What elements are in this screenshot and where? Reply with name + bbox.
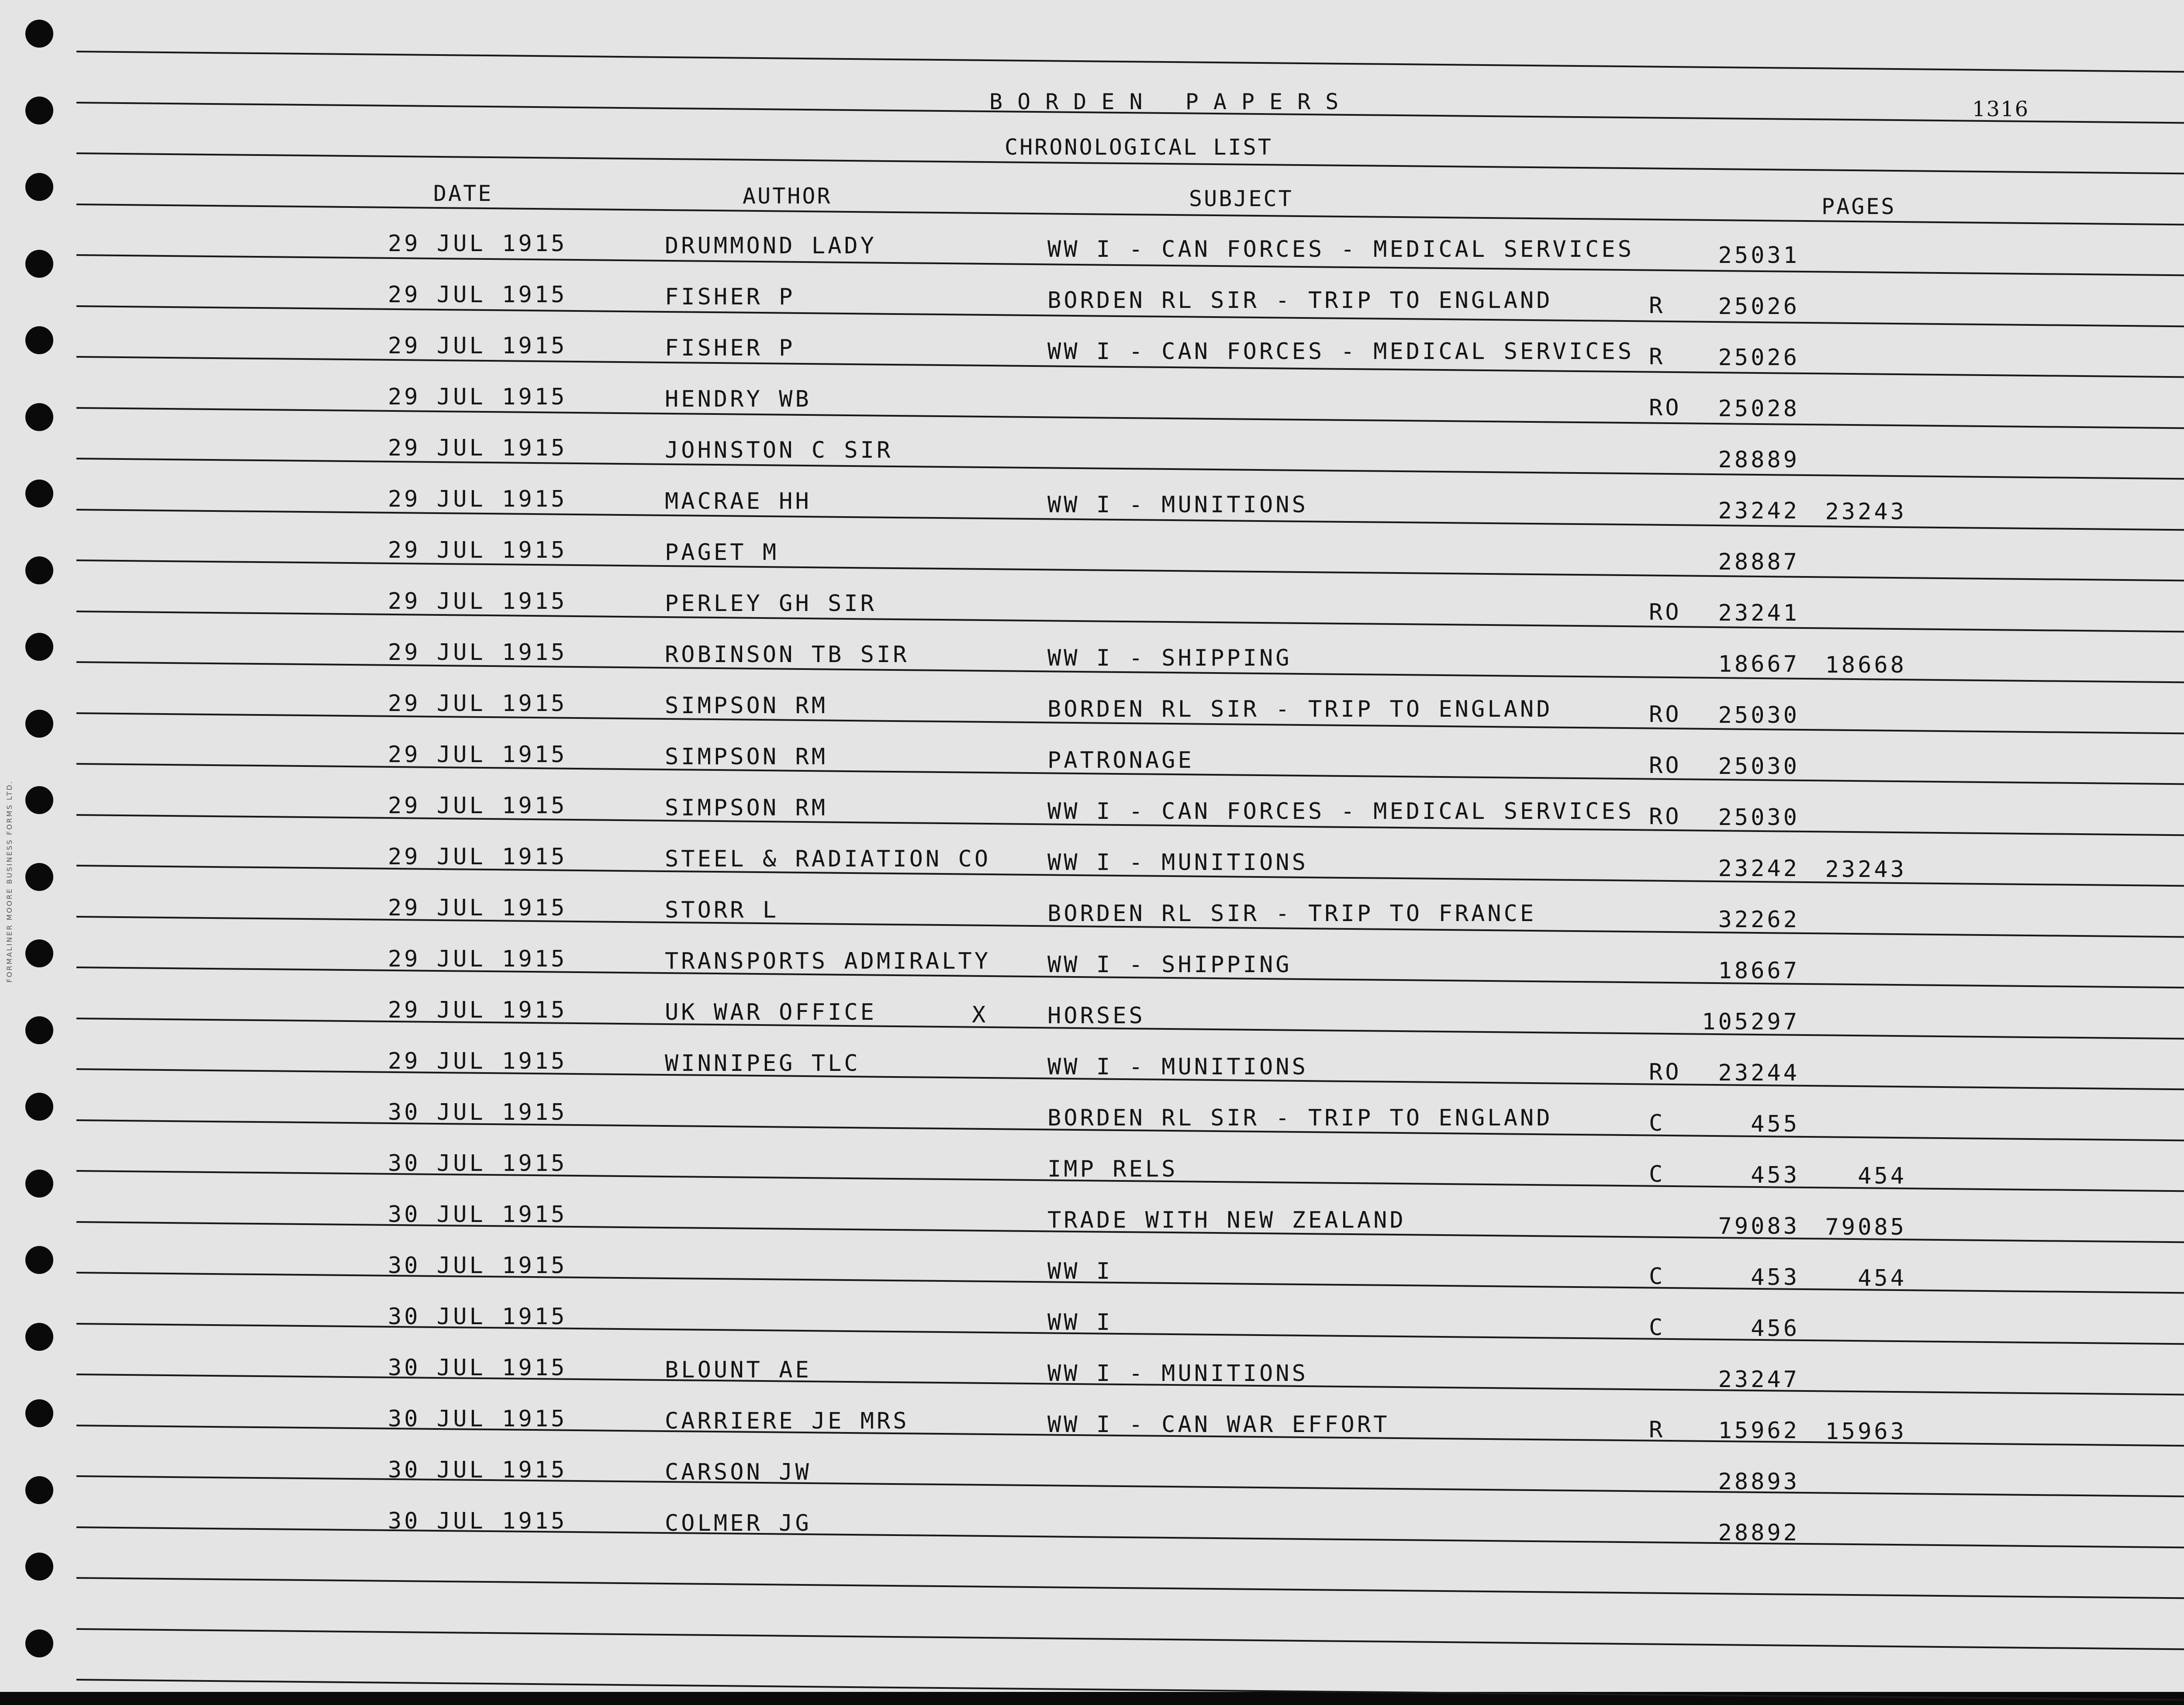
row-date: 30 JUL 1915 [388, 1508, 567, 1534]
row-subject: WW I - CAN FORCES - MEDICAL SERVICES [1047, 338, 1635, 365]
row-page-1: 453 [1751, 1264, 1800, 1291]
row-author: WINNIPEG TLC [665, 1050, 860, 1077]
row-page-1: 453 [1751, 1162, 1800, 1188]
feed-hole [25, 403, 53, 431]
row-page-2: 15963 [1825, 1419, 1907, 1445]
column-header-date: DATE [433, 181, 493, 206]
row-page-2: 454 [1858, 1265, 1907, 1292]
row-page-1: 25026 [1718, 344, 1800, 371]
row-date: 29 JUL 1915 [388, 793, 567, 819]
row-date: 30 JUL 1915 [388, 1355, 567, 1381]
row-subject: WW I - MUNITIONS [1047, 491, 1308, 518]
row-page-1: 25030 [1718, 753, 1800, 780]
row-date: 30 JUL 1915 [388, 1253, 567, 1279]
row-page-1: 25026 [1718, 293, 1800, 320]
row-page-1: 23242 [1718, 855, 1800, 882]
row-date: 29 JUL 1915 [388, 588, 567, 614]
row-page-1: 23242 [1718, 497, 1800, 524]
row-page-1: 32262 [1718, 906, 1800, 933]
feed-hole [25, 326, 53, 354]
row-date: 30 JUL 1915 [388, 1099, 567, 1125]
row-page-2: 18668 [1825, 652, 1907, 679]
row-subject: WW I - SHIPPING [1047, 645, 1292, 671]
row-code: RO [1649, 599, 1682, 625]
feed-hole [25, 1323, 53, 1351]
row-page-2: 23243 [1825, 499, 1907, 525]
row-code: RO [1649, 701, 1682, 728]
row-date: 29 JUL 1915 [388, 231, 567, 257]
row-subject: IMP RELS [1047, 1156, 1178, 1182]
row-subject: BORDEN RL SIR - TRIP TO ENGLAND [1047, 1104, 1553, 1131]
row-author: SIMPSON RM [665, 744, 828, 770]
row-page-1: 28889 [1718, 446, 1800, 473]
row-author: CARSON JW [665, 1459, 812, 1486]
row-page-1: 25030 [1718, 804, 1800, 831]
row-author: SIMPSON RM [665, 795, 828, 821]
row-author: STORR L [665, 897, 779, 924]
feed-hole [25, 97, 53, 124]
row-flag: X [972, 1002, 988, 1029]
row-subject: WW I - MUNITIONS [1047, 1053, 1308, 1080]
row-date: 29 JUL 1915 [388, 486, 567, 512]
row-page-1: 23247 [1718, 1366, 1800, 1393]
row-page-1: 28887 [1718, 549, 1800, 575]
row-code: C [1649, 1161, 1666, 1187]
row-author: JOHNSTON C SIR [665, 437, 893, 464]
row-author: FISHER P [665, 284, 795, 311]
row-author: UK WAR OFFICE [665, 999, 877, 1026]
ruled-line [76, 1679, 2184, 1701]
row-date: 30 JUL 1915 [388, 1304, 567, 1330]
row-code: R [1649, 343, 1666, 370]
row-page-1: 456 [1751, 1315, 1800, 1342]
feed-hole [25, 863, 53, 891]
row-page-2: 23243 [1825, 856, 1907, 883]
row-date: 29 JUL 1915 [388, 946, 567, 972]
ruled-line [76, 407, 2184, 429]
feed-hole [25, 1629, 53, 1657]
row-date: 29 JUL 1915 [388, 690, 567, 717]
row-subject: WW I [1047, 1258, 1113, 1284]
row-page-2: 454 [1858, 1163, 1907, 1190]
row-date: 30 JUL 1915 [388, 1457, 567, 1483]
document-subtitle: CHRONOLOGICAL LIST [1005, 135, 1273, 160]
row-subject: WW I - MUNITIONS [1047, 849, 1308, 876]
row-subject: WW I - SHIPPING [1047, 951, 1292, 978]
row-page-2: 79085 [1825, 1214, 1907, 1241]
row-author: ROBINSON TB SIR [665, 642, 909, 668]
row-date: 29 JUL 1915 [388, 895, 567, 921]
row-author: COLMER JG [665, 1510, 812, 1537]
column-header-pages: PAGES [1821, 194, 1896, 219]
feed-hole [25, 1399, 53, 1427]
feed-hole [25, 556, 53, 584]
row-author: DRUMMOND LADY [665, 233, 877, 259]
document-title: BORDEN PAPERS [989, 89, 1354, 114]
row-date: 29 JUL 1915 [388, 384, 567, 410]
row-code: R [1649, 292, 1666, 319]
feed-hole [25, 710, 53, 738]
row-date: 30 JUL 1915 [388, 1201, 567, 1228]
row-author: STEEL & RADIATION CO [665, 846, 991, 873]
row-page-1: 28893 [1718, 1468, 1800, 1495]
row-subject: WW I - CAN WAR EFFORT [1047, 1411, 1390, 1438]
page-number: 1316 [1972, 97, 2029, 121]
row-date: 29 JUL 1915 [388, 282, 567, 308]
row-author: BLOUNT AE [665, 1357, 812, 1384]
row-code: RO [1649, 803, 1682, 830]
row-date: 29 JUL 1915 [388, 997, 567, 1023]
row-author: PAGET M [665, 539, 779, 566]
feed-hole [25, 250, 53, 278]
feed-hole [25, 1170, 53, 1198]
row-date: 29 JUL 1915 [388, 435, 567, 461]
row-page-1: 25030 [1718, 702, 1800, 728]
row-code: RO [1649, 752, 1682, 779]
row-code: C [1649, 1314, 1666, 1341]
row-code: RO [1649, 394, 1682, 421]
row-page-1: 455 [1751, 1111, 1800, 1137]
feed-hole [25, 1016, 53, 1044]
row-page-1: 15962 [1718, 1417, 1800, 1444]
column-header-author: AUTHOR [743, 183, 832, 209]
row-subject: PATRONAGE [1047, 747, 1194, 773]
row-author: TRANSPORTS ADMIRALTY [665, 948, 991, 975]
row-date: 29 JUL 1915 [388, 333, 567, 359]
feed-hole [25, 20, 53, 48]
row-author: FISHER P [665, 335, 795, 362]
row-date: 29 JUL 1915 [388, 1048, 567, 1074]
row-author: SIMPSON RM [665, 693, 828, 719]
row-page-1: 28892 [1718, 1519, 1800, 1546]
feed-hole [25, 786, 53, 814]
row-page-1: 23244 [1718, 1060, 1800, 1086]
row-author: MACRAE HH [665, 488, 812, 515]
row-date: 29 JUL 1915 [388, 537, 567, 563]
row-subject: WW I - CAN FORCES - MEDICAL SERVICES [1047, 798, 1635, 825]
row-subject: BORDEN RL SIR - TRIP TO ENGLAND [1047, 287, 1553, 314]
ruled-line [76, 1628, 2184, 1650]
row-page-1: 25028 [1718, 395, 1800, 422]
feed-hole [25, 1093, 53, 1121]
feed-hole [25, 939, 53, 967]
feed-hole [25, 1246, 53, 1274]
row-page-1: 105297 [1702, 1008, 1800, 1035]
row-page-1: 23241 [1718, 600, 1800, 626]
row-author: HENDRY WB [665, 386, 812, 413]
feed-hole [25, 633, 53, 661]
row-subject: WW I - CAN FORCES - MEDICAL SERVICES [1047, 236, 1635, 262]
column-header-subject: SUBJECT [1189, 186, 1293, 211]
row-code: R [1649, 1416, 1666, 1443]
row-page-1: 18667 [1718, 651, 1800, 677]
row-page-1: 18667 [1718, 957, 1800, 984]
row-page-1: 25031 [1718, 242, 1800, 269]
row-subject: BORDEN RL SIR - TRIP TO FRANCE [1047, 900, 1537, 927]
feed-hole [25, 1553, 53, 1581]
feed-hole [25, 173, 53, 201]
row-author: CARRIERE JE MRS [665, 1408, 909, 1435]
row-date: 29 JUL 1915 [388, 742, 567, 768]
row-date: 30 JUL 1915 [388, 1150, 567, 1177]
feed-hole [25, 1476, 53, 1504]
form-imprint: FORMALINER MOORE BUSINESS FORMS LTD. [5, 780, 14, 983]
row-code: C [1649, 1263, 1666, 1290]
ruled-line [76, 1577, 2184, 1599]
row-code: C [1649, 1110, 1666, 1136]
row-subject: WW I [1047, 1309, 1113, 1336]
row-date: 29 JUL 1915 [388, 639, 567, 666]
row-date: 29 JUL 1915 [388, 844, 567, 870]
row-code: RO [1649, 1059, 1682, 1085]
row-date: 30 JUL 1915 [388, 1406, 567, 1432]
row-subject: BORDEN RL SIR - TRIP TO ENGLAND [1047, 696, 1553, 722]
row-subject: TRADE WITH NEW ZEALAND [1047, 1207, 1406, 1233]
row-page-1: 79083 [1718, 1213, 1800, 1239]
row-subject: WW I - MUNITIONS [1047, 1360, 1308, 1387]
ruled-line [76, 51, 2184, 73]
feed-hole [25, 480, 53, 507]
row-subject: HORSES [1047, 1002, 1145, 1029]
row-author: PERLEY GH SIR [665, 590, 877, 617]
